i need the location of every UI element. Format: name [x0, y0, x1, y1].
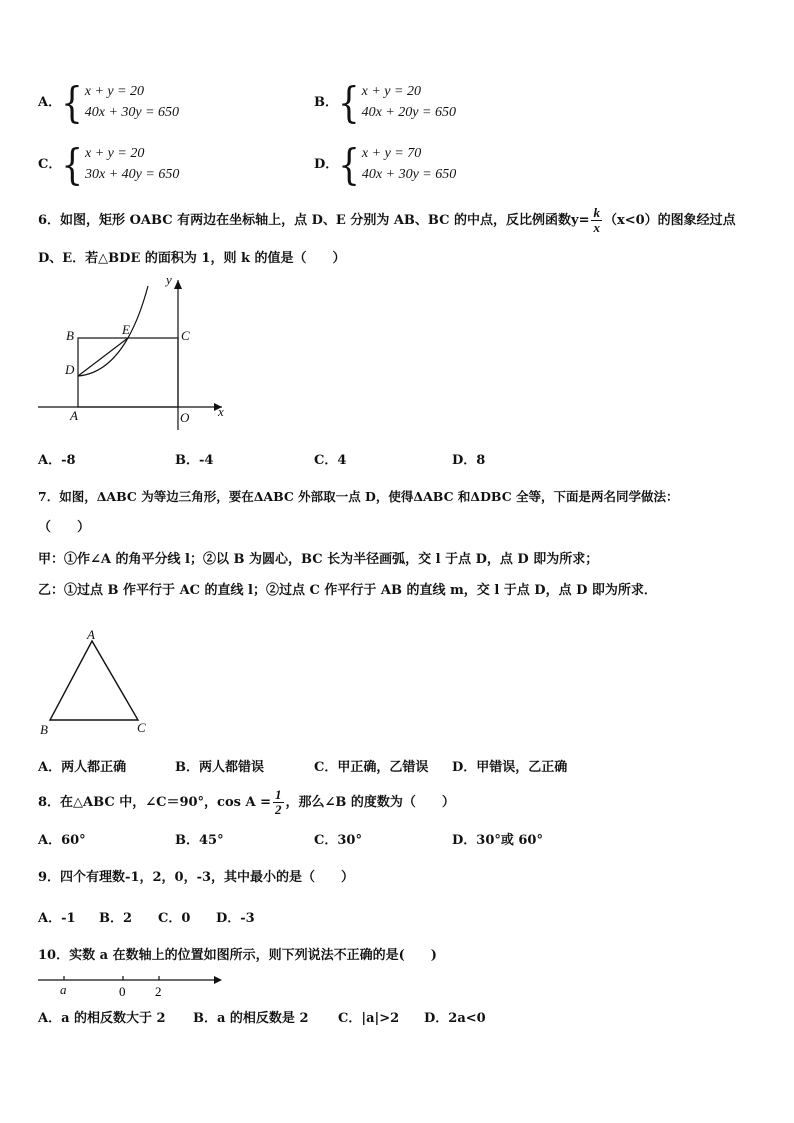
q8-question	[38, 788, 455, 818]
q6-de-segment	[78, 338, 128, 376]
q10-number-line	[34, 970, 234, 1000]
q6-option-a: A．-8	[38, 453, 76, 468]
q6-label-a: A	[70, 408, 78, 423]
q6-option-d: D．8	[452, 453, 486, 468]
q6-option-b: B．-4	[175, 453, 214, 468]
q6-label-e: E	[122, 322, 130, 337]
q5-option-a-label: A．	[38, 95, 62, 110]
q5-option-c-label: C．	[38, 157, 62, 172]
q8-option-d: D．30°或 60°	[452, 833, 543, 848]
q10-option-a: A．a 的相反数大于 2	[38, 1011, 166, 1026]
q10-option-d: D．2a<0	[424, 1011, 486, 1026]
q6-label-b: B	[66, 328, 74, 343]
q6-label-d: D	[65, 362, 75, 377]
q6-text-b: （x<0）的图象经过点	[603, 213, 736, 229]
q10-question: 10．实数 a 在数轴上的位置如图所示，则下列说法不正确的是( )	[38, 948, 437, 963]
q10-option-b: B．a 的相反数是 2	[193, 1011, 309, 1026]
q5-b-eq2: 40x + 20y = 650	[361, 105, 456, 120]
q7-option-a: A．两人都正确	[38, 760, 127, 775]
q7-yi: 乙：①过点 B 作平行于 AC 的直线 l；②过点 C 作平行于 AB 的直线 m，交 l 于点 D，点 D 即为所求．	[38, 583, 657, 598]
q8-option-c: C．30°	[314, 833, 362, 848]
q10-axis-arrow	[214, 976, 222, 984]
q6-label-x: x	[218, 404, 224, 419]
q7-line1: 7．如图，ΔABC 为等边三角形，要在ΔABC 外部取一点 D，使得ΔABC 和ΔDBC 全等，下面是两名同学做法：	[38, 489, 679, 504]
q8-option-b: B．45°	[175, 833, 224, 848]
q7-option-d: D．甲错误，乙正确	[452, 760, 568, 775]
q5-b-eq1: x + y = 20	[361, 84, 421, 99]
q5-option-b: B． { x + y = 20 40x + 20y = 650	[314, 77, 456, 128]
q5-d-eq2: 40x + 30y = 650	[361, 167, 457, 182]
q6-label-c: C	[181, 328, 190, 343]
q5-c-eq2: 30x + 40y = 650	[85, 167, 180, 182]
q5-option-b-label: B．	[314, 95, 338, 110]
q9-question: 9．四个有理数-1，2，0，-3，其中最小的是（ ）	[38, 870, 355, 885]
q7-line2: （ ）	[38, 520, 91, 535]
q7-jia: 甲：①作∠A 的角平分线 l；②以 B 为圆心，BC 长为半径画弧，交 l 于点 D，点 D 即为所求；	[38, 552, 599, 567]
q6-curve	[78, 286, 148, 376]
q8-text-a: 8．在△ABC 中，∠C＝90°，cos A =	[38, 795, 271, 811]
q6-line2: D、E．若△BDE 的面积为 1，则 k 的值是（ ）	[38, 251, 346, 266]
q6-question	[38, 206, 736, 236]
q5-d-eq1: x + y = 70	[361, 146, 422, 161]
q5-c-eq1: x + y = 20	[85, 146, 145, 161]
q6-option-c: C．4	[314, 453, 347, 468]
q6-y-arrow	[174, 280, 182, 289]
q5-a-eq2: 40x + 30y = 650	[84, 105, 180, 120]
q10-label-a: a	[60, 982, 67, 997]
q5-option-d: D． { x + y = 70 40x + 30y = 650	[314, 139, 457, 190]
q6-figure	[30, 270, 240, 430]
q9-option-d: D．-3	[216, 911, 255, 926]
q8-text-b: ，那么∠B 的度数为（ ）	[285, 795, 455, 811]
q6-label-o: O	[180, 410, 190, 425]
q5-option-c: C． { x + y = 20 30x + 40y = 650	[38, 139, 180, 190]
q8-fraction: $\frac{1}{2}$	[275, 787, 282, 818]
q9-option-b: B．2	[99, 911, 133, 926]
q6-label-y: y	[166, 272, 172, 287]
q7-label-b: B	[40, 722, 48, 737]
q7-triangle	[50, 641, 138, 720]
q7-label-c: C	[137, 720, 146, 735]
q7-option-c: C．甲正确，乙错误	[314, 760, 429, 775]
q5-option-a: A． { x + y = 20 40x + 30y = 650	[38, 77, 180, 128]
q6-text-a: 6．如图，矩形 OABC 有两边在坐标轴上，点 D、E 分别为 AB、BC 的中点，反比例函数y=	[38, 213, 590, 229]
q7-label-a: A	[87, 627, 95, 642]
q8-option-a: A．60°	[38, 833, 86, 848]
q7-option-b: B．两人都错误	[175, 760, 264, 775]
q9-option-c: C．0	[158, 911, 191, 926]
q7-triangle-figure	[32, 626, 162, 738]
q10-label-zero: 0	[119, 984, 126, 999]
q6-fraction: $\frac{k}{x}$	[593, 205, 600, 236]
q10-label-two: 2	[155, 984, 162, 999]
q9-option-a: A．-1	[38, 911, 76, 926]
q5-a-eq1: x + y = 20	[84, 84, 145, 99]
q10-option-c: C．|a|>2	[338, 1011, 400, 1026]
q5-option-d-label: D．	[314, 157, 339, 172]
